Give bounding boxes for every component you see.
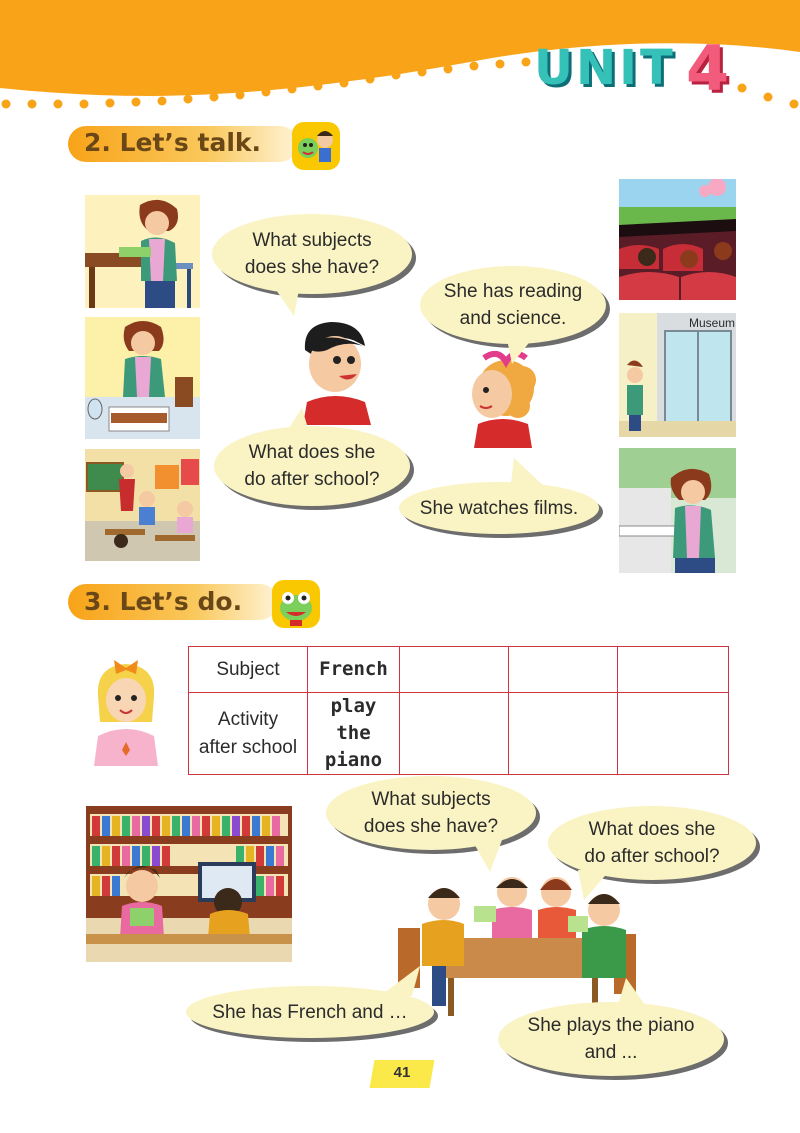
picture-girl-science (85, 317, 200, 439)
table-header-activity: Activity after school (189, 693, 308, 775)
speech-bubble-reading-answer: She has reading and science. (420, 266, 606, 344)
unit-number: 4 (686, 32, 730, 105)
illustration-girl-pink (90, 656, 162, 766)
table-cell-empty[interactable] (509, 693, 618, 775)
table-cell-empty[interactable] (400, 647, 509, 693)
table-cell-empty[interactable] (400, 693, 509, 775)
table-header-subject: Subject (189, 647, 308, 693)
picture-cinema (619, 179, 736, 300)
section-do-title: 3. Let’s do. (84, 587, 243, 616)
speech-bubble-french-answer: She has French and … (186, 986, 434, 1038)
speech-bubble-subjects-question-2: What subjects does she have? (326, 776, 536, 850)
do-badge-icon (272, 580, 320, 628)
talk-badge-icon (292, 122, 340, 170)
speech-bubble-after-school-question-2: What does she do after school? (548, 806, 756, 880)
unit-title: UNIT (534, 40, 676, 96)
bubble-tail (576, 870, 612, 902)
speech-bubble-after-school-question: What does she do after school? (214, 426, 410, 506)
picture-library (86, 806, 292, 962)
table-cell-empty[interactable] (509, 647, 618, 693)
museum-sign: Museum (689, 316, 736, 330)
picture-museum (619, 313, 736, 437)
speech-bubble-subjects-question: What subjects does she have? (212, 214, 412, 294)
picture-classroom (85, 449, 200, 561)
picture-girl-reading (85, 195, 200, 308)
picture-girl-piano (619, 448, 736, 573)
bubble-tail (502, 334, 542, 366)
bubble-tail (266, 284, 306, 318)
table-cell-empty[interactable] (618, 647, 729, 693)
speech-bubble-films-answer: She watches films. (399, 482, 599, 534)
speech-bubble-piano-answer: She plays the piano and ... (498, 1002, 724, 1076)
section-talk-title: 2. Let’s talk. (84, 128, 262, 157)
table-cell-subject-example: French (308, 647, 400, 693)
table-cell-empty[interactable] (618, 693, 729, 775)
bubble-tail (470, 840, 506, 874)
survey-table (188, 646, 729, 775)
header-banner (0, 0, 800, 120)
table-cell-activity-example: play the piano (308, 693, 400, 775)
page-number: 41 (393, 1064, 411, 1081)
